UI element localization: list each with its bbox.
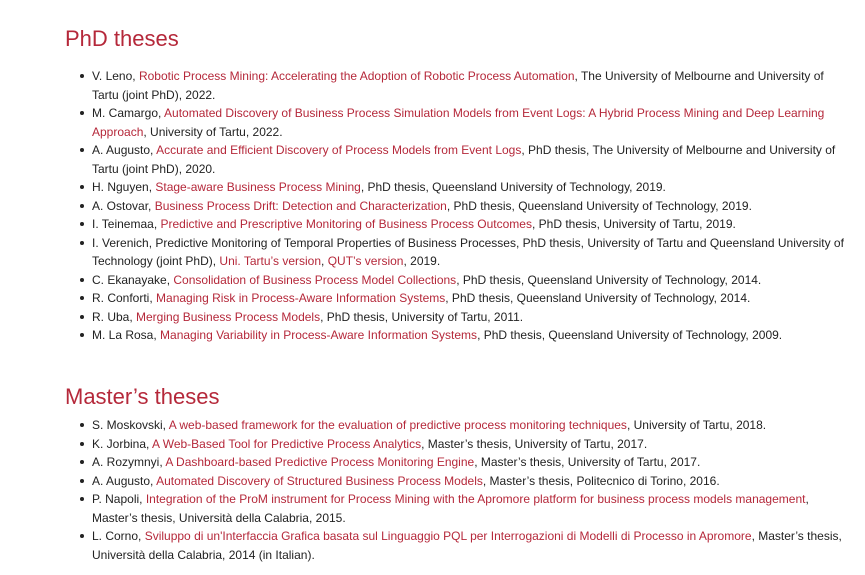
- thesis-entry: [92, 435, 844, 454]
- thesis-title-link[interactable]: A Web-Based Tool for Predictive Process Analytics: [152, 436, 422, 451]
- masters-theses-heading: Master’s theses: [65, 384, 220, 409]
- thesis-author: A. Ostovar,: [92, 198, 155, 213]
- thesis-title-link[interactable]: A web-based framework for the evaluation of predictive process monitoring techniques: [168, 418, 627, 432]
- thesis-author: M. La Rosa,: [92, 328, 161, 342]
- thesis-details: , Master’s thesis, University of Tartu, 2017.: [474, 455, 701, 469]
- thesis-entry: [92, 289, 844, 308]
- thesis-entry: [92, 215, 844, 234]
- thesis-entry: [92, 271, 844, 290]
- thesis-author: I. Teinemaa,: [92, 217, 161, 231]
- thesis-author: P. Napoli,: [92, 492, 146, 506]
- thesis-title-link[interactable]: Accurate and Efficient Discovery of Process Models from Event Logs: [156, 143, 522, 157]
- thesis-author: H. Nguyen,: [92, 180, 156, 194]
- thesis-details: , PhD thesis, Queensland University of Technology, 2009.: [477, 328, 783, 342]
- thesis-details: , Master’s thesis, Università della Calabria, 2014 (in Italian).: [92, 529, 842, 562]
- thesis-title-link[interactable]: Integration of the ProM instrument for Process Mining with the Apromore platform for business process models management: [145, 492, 806, 506]
- thesis-author: A. Rozymnyi,: [92, 455, 166, 469]
- phd-theses-heading: PhD theses: [65, 26, 179, 51]
- thesis-entry: [92, 416, 844, 435]
- thesis-title-link[interactable]: Stage-aware Business Process Mining: [155, 180, 361, 194]
- thesis-author: A. Augusto,: [92, 473, 157, 488]
- thesis-details: , PhD thesis, University of Tartu, 2019.: [531, 217, 736, 231]
- thesis-title-link[interactable]: Uni. Tartu’s version: [219, 254, 322, 268]
- thesis-details: , The University of Melbourne and University of Tartu (joint PhD), 2022.: [92, 69, 824, 102]
- thesis-details: , 2019.: [403, 254, 441, 268]
- thesis-author: A. Augusto,: [92, 143, 157, 157]
- link-separator: ,: [321, 254, 328, 268]
- thesis-details: , Master’s thesis, University of Tartu, 2017.: [421, 436, 648, 451]
- thesis-entry: [92, 141, 844, 178]
- thesis-entry: [92, 197, 844, 216]
- thesis-title-link[interactable]: Business Process Drift: Detection and Characterization: [154, 198, 447, 213]
- thesis-author: C. Ekanayake,: [92, 272, 174, 287]
- masters-theses-list: [92, 416, 844, 564]
- thesis-author: R. Uba,: [92, 309, 137, 324]
- thesis-entry: [92, 527, 844, 564]
- thesis-author: S. Moskovski,: [92, 418, 169, 432]
- thesis-details: , PhD thesis, Queensland University of Technology, 2019.: [446, 198, 752, 213]
- thesis-details: , Master’s thesis, Politecnico di Torino, 2016.: [482, 473, 720, 488]
- thesis-entry: [92, 308, 844, 327]
- thesis-title-link[interactable]: Merging Business Process Models: [136, 309, 321, 324]
- thesis-author: M. Camargo,: [92, 106, 165, 120]
- thesis-details: , University of Tartu, 2018.: [626, 418, 767, 432]
- thesis-entry: [92, 178, 844, 197]
- thesis-entry: [92, 67, 844, 104]
- thesis-details: , PhD thesis, Queensland University of Technology, 2019.: [360, 180, 666, 194]
- thesis-title-link[interactable]: Robotic Process Mining: Accelerating the Adoption of Robotic Process Automation: [138, 69, 575, 83]
- thesis-author: V. Leno,: [92, 69, 139, 83]
- thesis-title-link[interactable]: Predictive and Prescriptive Monitoring of Business Process Outcomes: [160, 217, 532, 231]
- thesis-details: , PhD thesis, Queensland University of Technology, 2014.: [456, 272, 762, 287]
- phd-theses-list: [92, 67, 844, 345]
- thesis-title-link[interactable]: Sviluppo di un'Interfaccia Grafica basata sul Linguaggio PQL per Interrogazioni di Modelli di Processo in Apromore: [144, 529, 752, 543]
- thesis-title-link[interactable]: Consolidation of Business Process Model Collections: [173, 272, 457, 287]
- thesis-details: , PhD thesis, Queensland University of Technology, 2014.: [445, 291, 751, 305]
- thesis-title-link[interactable]: Managing Risk in Process-Aware Information Systems: [156, 291, 446, 305]
- thesis-title-link[interactable]: Automated Discovery of Business Process Simulation Models from Event Logs: A Hybrid Process Mining and Deep Learning Approach: [92, 106, 825, 139]
- thesis-entry: [92, 104, 844, 141]
- thesis-details: , Master’s thesis, Università della Calabria, 2015.: [92, 492, 809, 525]
- thesis-author: I. Verenich, Predictive Monitoring of Temporal Properties of Business Processes, PhD thesis, University of Tartu and Queensland University of Technology (joint PhD),: [92, 235, 844, 268]
- thesis-author: R. Conforti,: [92, 291, 157, 305]
- thesis-entry: [92, 326, 844, 345]
- thesis-author: L. Corno,: [92, 529, 145, 543]
- thesis-title-link[interactable]: Managing Variability in Process-Aware Information Systems: [160, 328, 478, 342]
- thesis-entry: [92, 234, 844, 271]
- thesis-details: , PhD thesis, University of Tartu, 2011.: [320, 309, 524, 324]
- thesis-title-link[interactable]: QUT’s version: [327, 254, 404, 268]
- thesis-entry: [92, 453, 844, 472]
- thesis-title-link[interactable]: A Dashboard-based Predictive Process Monitoring Engine: [165, 455, 475, 469]
- thesis-entry: [92, 490, 844, 527]
- thesis-details: , PhD thesis, The University of Melbourne and University of Tartu (joint PhD), 2020.: [92, 143, 836, 176]
- thesis-entry: [92, 472, 844, 491]
- thesis-details: , University of Tartu, 2022.: [143, 124, 283, 139]
- thesis-author: K. Jorbina,: [92, 436, 153, 451]
- thesis-title-link[interactable]: Automated Discovery of Structured Business Process Models: [156, 473, 483, 488]
